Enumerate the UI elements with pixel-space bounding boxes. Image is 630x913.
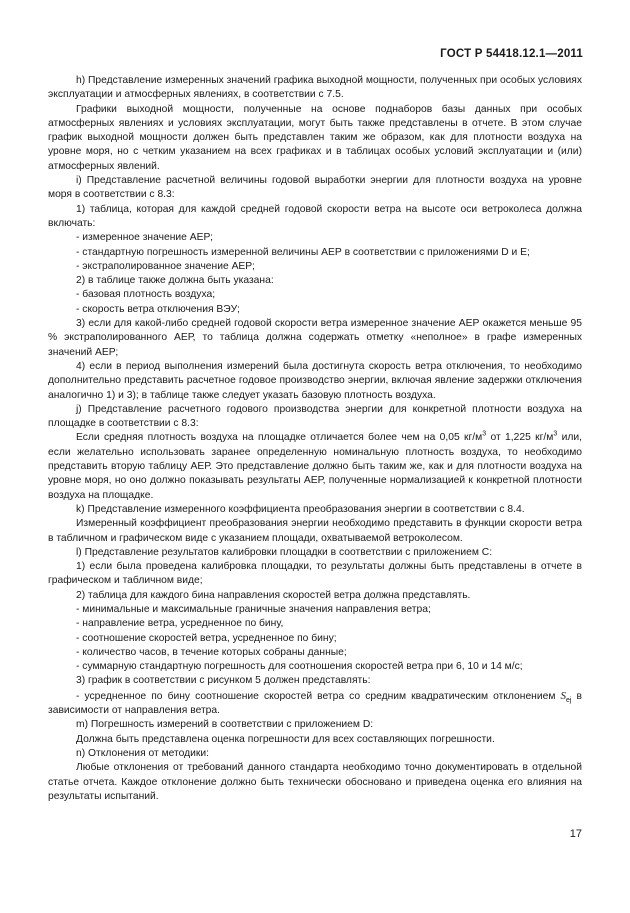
- list-item: 2) таблица для каждого бина направления скоростей ветра должна представлять.: [76, 589, 471, 601]
- list-item: 1) если была проведена калибровка площадки, то результаты должны быть представлены в отчете в графическом и табличном виде;: [48, 561, 582, 587]
- paragraph-i: i) Представление расчетной величины годовой выработки энергии для плотности воздуха на уровне моря в соответствии с 8.3:: [48, 175, 582, 201]
- density-text-after: или, если желательно использовать заранее определенную номинальную плотность воздуха, то необходимо представить вторую таблицу АЕР. Это представление должно быть таким же, как и для плотности воздуха на уровне моря, но оно должно показывать результаты АЕР, полученные нормализацией к конкретной плотности воздуха на площадке.: [48, 432, 582, 501]
- subscript: ej: [566, 696, 572, 704]
- paragraph-text: Измеренный коэффициент преобразования энергии необходимо представить в функции скорости ветра в табличном и графическом виде с указанием площади, охватываемой ветроколесом.: [48, 518, 582, 544]
- list-item: 1) таблица, которая для каждой средней годовой скорости ветра на высоте оси ветроколеса должна включать:: [48, 203, 582, 229]
- paragraph-m: m) Погрешность измерений в соответствии с приложением D:: [76, 719, 374, 731]
- list-item: 3) график в соответствии с рисунком 5 должен представлять:: [76, 675, 371, 687]
- sigma-text-after: в зависимости от направления ветра.: [48, 690, 582, 717]
- list-item: - измеренное значение АЕР;: [76, 232, 213, 244]
- density-text-middle: от 1,225 кг/м: [486, 432, 554, 444]
- list-item: - направление ветра, усредненное по бину,: [76, 618, 284, 630]
- list-item: - скорость ветра отключения ВЭУ;: [76, 303, 240, 315]
- document-body: [48, 74, 582, 804]
- paragraph-text: Любые отклонения от требований данного стандарта необходимо точно документировать в отдельной статье отчета. Каждое отклонение должно быть технически обосновано и приведена оценка его влияния на результаты испытаний.: [48, 762, 582, 802]
- list-item: - минимальные и максимальные граничные значения направления ветра;: [76, 603, 431, 615]
- sigma-text-before: - усредненное по бину соотношение скоростей ветра со средним квадратическим отклонением: [76, 690, 561, 702]
- sigma-symbol: S: [560, 689, 566, 702]
- sigma-paragraph: [48, 689, 582, 719]
- list-item: - количество часов, в течение которых собраны данные;: [76, 646, 347, 658]
- list-item: 3) если для какой-либо средней годовой скорости ветра измеренное значение АЕР окажется меньше 95 % экстраполированного АЕР, то таблица должна содержать отметку «неполное» в графе измеренных значений АЕР;: [48, 318, 582, 358]
- paragraph-j: j) Представление расчетного годового производства энергии для конкретной плотности воздуха на площадке в соответствии с 8.3:: [48, 403, 582, 430]
- superscript: 3: [553, 431, 558, 438]
- list-item: - суммарную стандартную погрешность для соотношения скоростей ветра при 6, 10 и 14 м/с;: [76, 661, 523, 673]
- paragraph-text: Должна быть представлена оценка погрешности для всех составляющих погрешности.: [76, 733, 495, 745]
- list-item: - экстраполированное значение АЕР;: [76, 260, 255, 272]
- list-item: 2) в таблице также должна быть указана:: [76, 275, 274, 287]
- superscript: 3: [482, 431, 487, 438]
- list-item: - соотношение скоростей ветра, усредненное по бину;: [76, 632, 337, 644]
- standard-header: ГОСТ Р 54418.12.1—2011: [440, 48, 583, 60]
- density-paragraph: [48, 431, 582, 502]
- paragraph-text: Графики выходной мощности, полученные на основе поднаборов базы данных при особых атмосферных явлениях и условиях эксплуатации, могут быть также представлены в отчете. В этом случае график выходной мощности должен быть представлен таким же образом, как для плотности воздуха на уровне моря, но с четким указанием на всех графиках и в таблицах особых условий эксплуатации и (или) атмосферных явлений.: [48, 103, 582, 172]
- paragraph-h: h) Представление измеренных значений графика выходной мощности, полученных при особых условиях эксплуатации и атмосферных явлениях, в соответствии с 7.5.: [48, 75, 582, 101]
- density-text-before: Если средняя плотность воздуха на площадке отличается более чем на 0,05 кг/м: [76, 432, 483, 444]
- paragraph-l: l) Представление результатов калибровки площадки в соответствии с приложением С:: [76, 546, 493, 558]
- paragraph-k: k) Представление измеренного коэффициента преобразования энергии в соответствии с 8.4.: [76, 503, 525, 515]
- paragraph-n: n) Отклонения от методики:: [76, 747, 210, 759]
- page-number: 17: [569, 828, 582, 840]
- list-item: - стандартную погрешность измеренной величины АЕР в соответствии с приложениями D и E;: [76, 246, 530, 258]
- list-item: 4) если в период выполнения измерений была достигнута скорость ветра отключения, то необходимо дополнительно представить расчетное годовое производство энергии, включая явление задержки отключения аналогично 1) и 3); в таблице также следует указать базовую плотность воздуха.: [48, 360, 582, 401]
- list-item: - базовая плотность воздуха;: [76, 289, 216, 301]
